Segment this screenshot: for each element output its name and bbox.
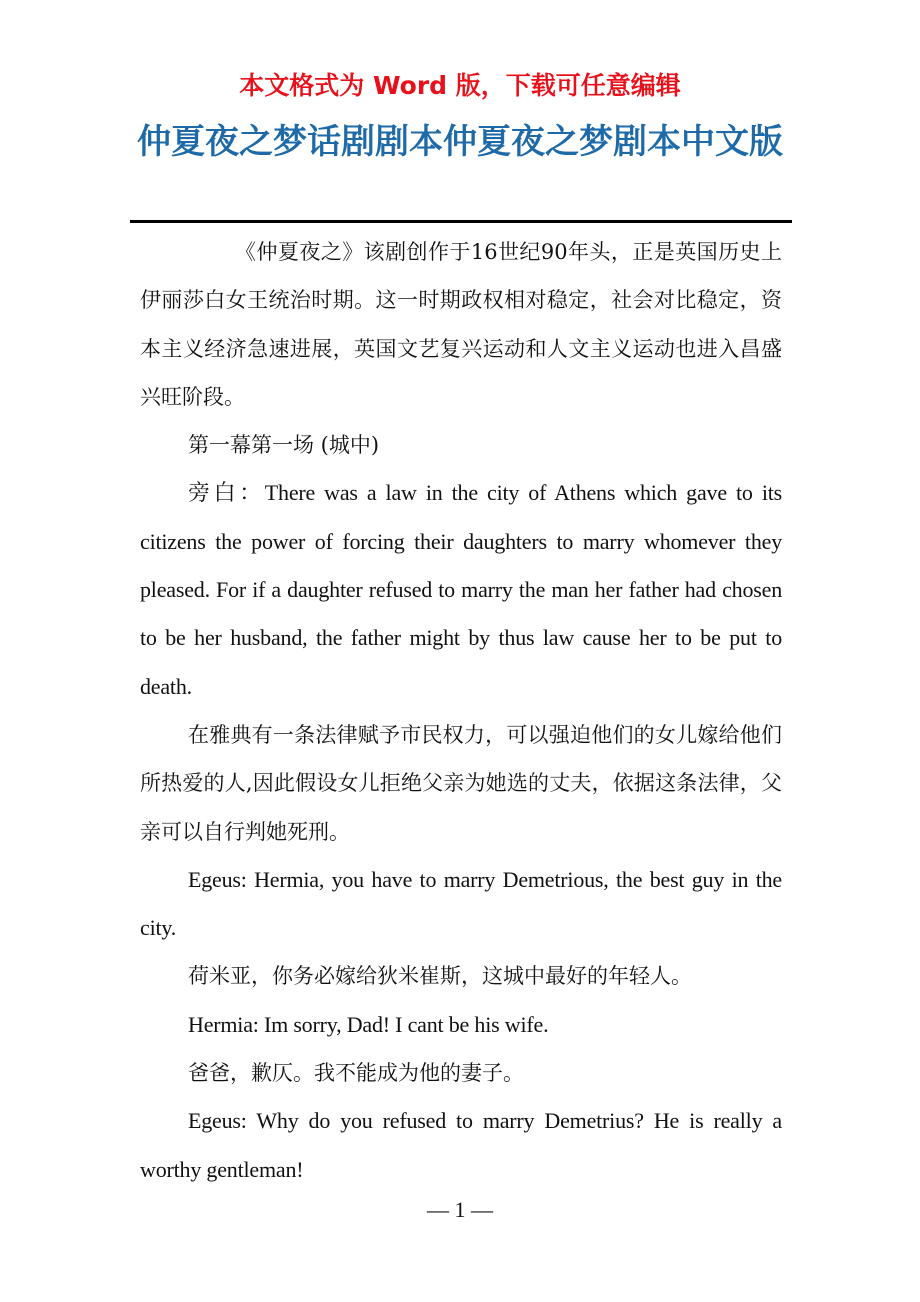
- page-number: — 1 —: [427, 1197, 493, 1222]
- dialogue-chinese: 荷米亚，你务必嫁给狄米崔斯，这城中最好的年轻人。: [188, 964, 692, 989]
- intro-paragraph: 《仲夏夜之》该剧创作于16世纪90年头，正是英国历史上伊丽莎白女王统治时期。这一时期政权相对稳定，社会对比稳定，资本主义经济急速进展，英国文艺复兴运动和人文主义运动也进入昌盛兴旺阶段。: [140, 240, 782, 409]
- dialogue-english: Hermia: Im sorry, Dad! I cant be his wife.: [188, 1011, 549, 1037]
- title-divider: [130, 220, 792, 223]
- narration-chinese: 在雅典有一条法律赋予市民权力，可以强迫他们的女儿嫁给他们所热爱的人,因此假设女儿拒绝父亲为她选的丈夫，依据这条法律，父亲可以自行判她死刑。: [140, 722, 782, 844]
- dialogue-chinese: 爸爸，歉仄。我不能成为他的妻子。: [188, 1061, 524, 1086]
- narration-english: 旁白：There was a law in the city of Athens which gave to its citizens the power of forcing their daughters to marry whomever they pleased. For if a daughter refused to marry the man her father had chosen to be her husband, the father might by thus law cause her to be put to death.: [140, 480, 782, 699]
- scene-heading: 第一幕第一场 (城中): [188, 433, 380, 458]
- header-note: 本文格式为 Word 版，下载可任意编辑: [239, 71, 681, 100]
- dialogue-english: Egeus: Hermia, you have to marry Demetrious, the best guy in the city.: [140, 866, 782, 941]
- document-body: [140, 228, 782, 1194]
- document-title: 仲夏夜之梦话剧剧本仲夏夜之梦剧本中文版: [137, 122, 783, 162]
- dialogue-english: Egeus: Why do you refused to marry Demetrius? He is really a worthy gentleman!: [140, 1108, 782, 1182]
